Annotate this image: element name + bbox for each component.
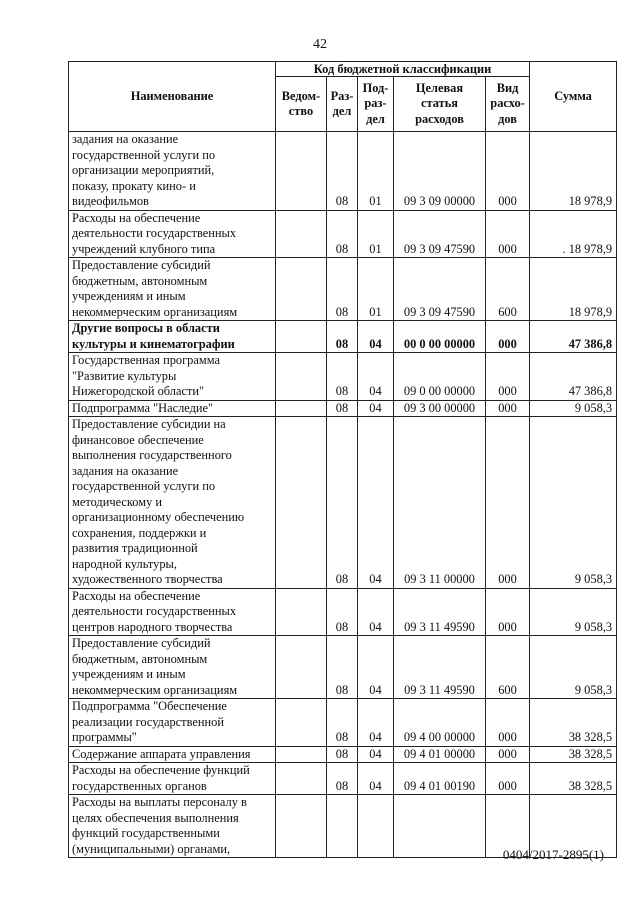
header-classification-group: Код бюджетной классификации	[276, 62, 530, 77]
cell-name: Расходы на обеспечение деятельности государственных учреждений клубного типа	[69, 210, 276, 258]
document-id: 0404/2017-2895(1)	[502, 847, 604, 862]
table-row	[69, 746, 617, 763]
cell-target-article: 09 3 09 00000	[394, 132, 486, 211]
cell-razdel: 08	[327, 746, 358, 763]
cell-razdel: 08	[327, 321, 358, 353]
header-vedomstvo: Ведом- ство	[276, 77, 327, 132]
cell-target-article: 09 3 11 00000	[394, 417, 486, 589]
cell-target-article: 09 4 01 00190	[394, 763, 486, 795]
cell-target-article: 09 3 11 49590	[394, 588, 486, 636]
cell-podrazdel: 04	[358, 699, 394, 747]
cell-sum: . 18 978,9	[530, 210, 617, 258]
header-target-article: Целевая статья расходов	[394, 77, 486, 132]
cell-target-article: 09 3 00 00000	[394, 400, 486, 417]
cell-name: Предоставление субсидий бюджетным, автономным учреждениям и иным некоммерческим организациям	[69, 258, 276, 321]
cell-podrazdel: 04	[358, 400, 394, 417]
cell-vedomstvo	[276, 210, 327, 258]
cell-vedomstvo	[276, 400, 327, 417]
cell-name: Предоставление субсидии на финансовое обеспечение выполнения государственного задания на оказание государственной услуги по методическому и организационному обеспечению сохранения, поддержки и развития традиционной народной культуры, художественного творчества	[69, 417, 276, 589]
cell-target-article: 09 3 11 49590	[394, 636, 486, 699]
cell-vedomstvo	[276, 795, 327, 858]
cell-razdel: 08	[327, 353, 358, 401]
cell-vedomstvo	[276, 588, 327, 636]
cell-podrazdel: 04	[358, 353, 394, 401]
cell-expense-type: 600	[486, 636, 530, 699]
cell-name: Подпрограмма "Обеспечение реализации государственной программы"	[69, 699, 276, 747]
cell-vedomstvo	[276, 699, 327, 747]
cell-razdel: 08	[327, 258, 358, 321]
cell-podrazdel: 01	[358, 132, 394, 211]
cell-expense-type: 000	[486, 746, 530, 763]
header-expense-type: Вид расхо- дов	[486, 77, 530, 132]
cell-name: Расходы на обеспечение деятельности государственных центров народного творчества	[69, 588, 276, 636]
cell-vedomstvo	[276, 636, 327, 699]
cell-podrazdel: 04	[358, 763, 394, 795]
page-number: 42	[313, 37, 327, 52]
cell-name: Расходы на обеспечение функций государственных органов	[69, 763, 276, 795]
cell-expense-type: 000	[486, 400, 530, 417]
table-body	[69, 132, 617, 858]
cell-name: Другие вопросы в области культуры и кинематографии	[69, 321, 276, 353]
cell-expense-type: 000	[486, 132, 530, 211]
table-row	[69, 258, 617, 321]
table-row	[69, 400, 617, 417]
cell-expense-type: 000	[486, 321, 530, 353]
cell-expense-type: 000	[486, 588, 530, 636]
cell-sum: 38 328,5	[530, 699, 617, 747]
cell-razdel	[327, 795, 358, 858]
cell-razdel: 08	[327, 400, 358, 417]
header-name: Наименование	[69, 62, 276, 132]
cell-sum: 18 978,9	[530, 132, 617, 211]
cell-vedomstvo	[276, 746, 327, 763]
cell-expense-type: 000	[486, 763, 530, 795]
table-row	[69, 132, 617, 211]
cell-podrazdel: 01	[358, 258, 394, 321]
cell-sum: 9 058,3	[530, 588, 617, 636]
cell-razdel: 08	[327, 699, 358, 747]
cell-podrazdel: 01	[358, 210, 394, 258]
cell-name: задания на оказание государственной услуги по организации мероприятий, показу, прокату кино- и видеофильмов	[69, 132, 276, 211]
cell-vedomstvo	[276, 417, 327, 589]
cell-podrazdel: 04	[358, 588, 394, 636]
cell-name: Содержание аппарата управления	[69, 746, 276, 763]
table-row	[69, 588, 617, 636]
cell-target-article: 09 0 00 00000	[394, 353, 486, 401]
cell-target-article: 09 3 09 47590	[394, 210, 486, 258]
cell-razdel: 08	[327, 210, 358, 258]
cell-expense-type: 600	[486, 258, 530, 321]
cell-sum: 47 386,8	[530, 353, 617, 401]
cell-podrazdel: 04	[358, 636, 394, 699]
cell-razdel: 08	[327, 636, 358, 699]
cell-name: Расходы на выплаты персоналу в целях обеспечения выполнения функций государственными (муниципальными) органами,	[69, 795, 276, 858]
cell-razdel: 08	[327, 417, 358, 589]
cell-sum: 47 386,8	[530, 321, 617, 353]
cell-razdel: 08	[327, 588, 358, 636]
cell-expense-type: 000	[486, 353, 530, 401]
cell-target-article	[394, 795, 486, 858]
table-row	[69, 353, 617, 401]
cell-vedomstvo	[276, 353, 327, 401]
cell-target-article: 00 0 00 00000	[394, 321, 486, 353]
table-row	[69, 417, 617, 589]
cell-expense-type: 000	[486, 417, 530, 589]
table-row	[69, 321, 617, 353]
cell-target-article: 09 4 00 00000	[394, 699, 486, 747]
cell-vedomstvo	[276, 763, 327, 795]
header-razdel: Раз- дел	[327, 77, 358, 132]
cell-sum: 9 058,3	[530, 400, 617, 417]
cell-sum: 38 328,5	[530, 746, 617, 763]
cell-name: Государственная программа "Развитие культуры Нижегородской области"	[69, 353, 276, 401]
budget-table	[68, 61, 617, 858]
table-row	[69, 699, 617, 747]
cell-target-article: 09 3 09 47590	[394, 258, 486, 321]
table-header	[69, 62, 617, 132]
cell-name: Предоставление субсидий бюджетным, автономным учреждениям и иным некоммерческим организациям	[69, 636, 276, 699]
cell-sum: 18 978,9	[530, 258, 617, 321]
table-row	[69, 636, 617, 699]
cell-podrazdel	[358, 795, 394, 858]
cell-target-article: 09 4 01 00000	[394, 746, 486, 763]
cell-razdel: 08	[327, 132, 358, 211]
cell-name: Подпрограмма "Наследие"	[69, 400, 276, 417]
cell-expense-type: 000	[486, 210, 530, 258]
table-row	[69, 763, 617, 795]
cell-podrazdel: 04	[358, 417, 394, 589]
cell-sum: 38 328,5	[530, 763, 617, 795]
cell-vedomstvo	[276, 132, 327, 211]
cell-sum: 9 058,3	[530, 417, 617, 589]
header-podrazdel: Под- раз- дел	[358, 77, 394, 132]
table-row	[69, 210, 617, 258]
cell-vedomstvo	[276, 258, 327, 321]
cell-vedomstvo	[276, 321, 327, 353]
cell-expense-type: 000	[486, 699, 530, 747]
cell-sum: 9 058,3	[530, 636, 617, 699]
cell-podrazdel: 04	[358, 746, 394, 763]
cell-podrazdel: 04	[358, 321, 394, 353]
header-sum: Сумма	[530, 62, 617, 132]
cell-razdel: 08	[327, 763, 358, 795]
